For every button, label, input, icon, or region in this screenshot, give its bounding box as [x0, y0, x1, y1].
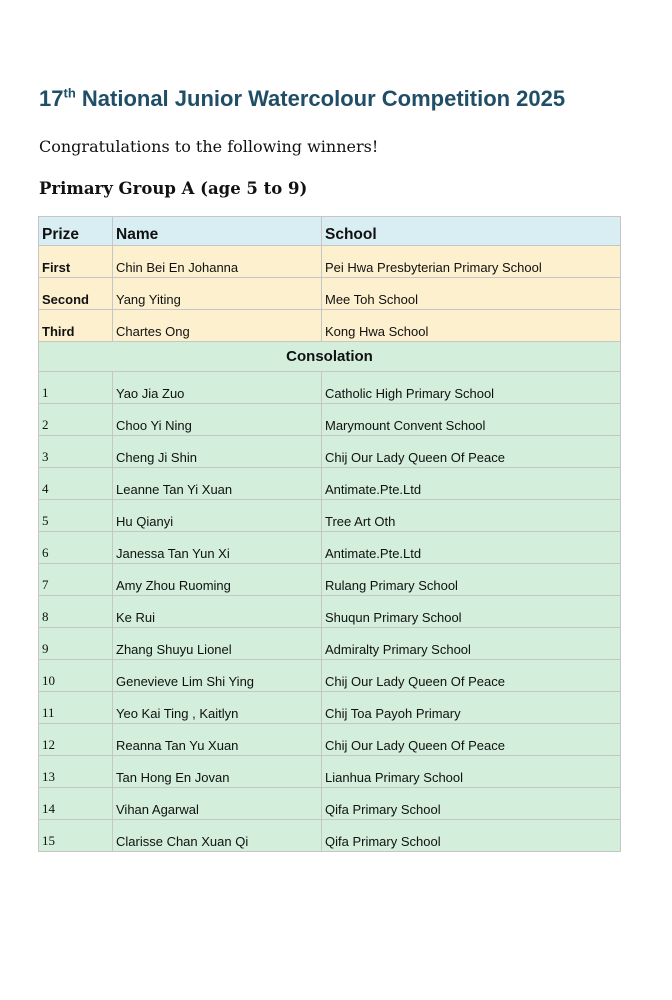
consolation-number: 8	[39, 596, 113, 628]
winner-school: Tree Art Oth	[322, 500, 621, 532]
table-row	[39, 820, 621, 852]
header-name: Name	[113, 217, 322, 246]
winner-name: Reanna Tan Yu Xuan	[113, 724, 322, 756]
consolation-number: 4	[39, 468, 113, 500]
consolation-number: 11	[39, 692, 113, 724]
table-row	[39, 532, 621, 564]
group-heading: Primary Group A (age 5 to 9)	[39, 179, 308, 198]
winner-name: Choo Yi Ning	[113, 404, 322, 436]
consolation-number: 3	[39, 436, 113, 468]
prize-cell: Second	[39, 278, 113, 310]
table-row	[39, 500, 621, 532]
title-rest: National Junior Watercolour Competition 2025	[75, 86, 566, 111]
winner-name: Amy Zhou Ruoming	[113, 564, 322, 596]
consolation-heading-row	[39, 342, 621, 372]
prize-cell: First	[39, 246, 113, 278]
winner-school: Chij Our Lady Queen Of Peace	[322, 660, 621, 692]
header-prize: Prize	[39, 217, 113, 246]
winner-name: Cheng Ji Shin	[113, 436, 322, 468]
results-body	[39, 246, 621, 372]
winner-name: Yao Jia Zuo	[113, 372, 322, 404]
winner-school: Pei Hwa Presbyterian Primary School	[322, 246, 621, 278]
winner-name: Leanne Tan Yi Xuan	[113, 468, 322, 500]
congratulations-text: Congratulations to the following winners!	[39, 137, 379, 156]
consolation-number: 5	[39, 500, 113, 532]
winner-name: Yeo Kai Ting , Kaitlyn	[113, 692, 322, 724]
header-school: School	[322, 217, 621, 246]
table-row	[39, 756, 621, 788]
winner-school: Qifa Primary School	[322, 788, 621, 820]
winner-school: Lianhua Primary School	[322, 756, 621, 788]
table-row	[39, 724, 621, 756]
table-row	[39, 628, 621, 660]
winner-school: Shuqun Primary School	[322, 596, 621, 628]
winner-name: Vihan Agarwal	[113, 788, 322, 820]
consolation-number: 2	[39, 404, 113, 436]
table-row	[39, 692, 621, 724]
prize-row-first	[39, 246, 621, 278]
table-row	[39, 596, 621, 628]
winner-name: Clarisse Chan Xuan Qi	[113, 820, 322, 852]
title-prefix: 17	[39, 86, 64, 111]
prize-row-third	[39, 310, 621, 342]
table-row	[39, 372, 621, 404]
page-title	[39, 84, 565, 114]
winner-name: Hu Qianyi	[113, 500, 322, 532]
winner-school: Rulang Primary School	[322, 564, 621, 596]
consolation-number: 12	[39, 724, 113, 756]
consolation-number: 15	[39, 820, 113, 852]
prize-row-second	[39, 278, 621, 310]
table-row	[39, 436, 621, 468]
winner-school: Antimate.Pte.Ltd	[322, 532, 621, 564]
winner-name: Ke Rui	[113, 596, 322, 628]
consolation-number: 10	[39, 660, 113, 692]
consolation-number: 6	[39, 532, 113, 564]
consolation-number: 9	[39, 628, 113, 660]
winner-school: Chij Our Lady Queen Of Peace	[322, 436, 621, 468]
winner-school: Marymount Convent School	[322, 404, 621, 436]
table-row	[39, 564, 621, 596]
prize-cell: Third	[39, 310, 113, 342]
winner-school: Mee Toh School	[322, 278, 621, 310]
winner-name: Zhang Shuyu Lionel	[113, 628, 322, 660]
winner-name: Janessa Tan Yun Xi	[113, 532, 322, 564]
table-row	[39, 660, 621, 692]
consolation-number: 14	[39, 788, 113, 820]
winner-school: Qifa Primary School	[322, 820, 621, 852]
consolation-number: 7	[39, 564, 113, 596]
consolation-heading: Consolation	[39, 342, 621, 372]
winner-school: Chij Toa Payoh Primary	[322, 692, 621, 724]
consolation-number: 13	[39, 756, 113, 788]
winner-school: Chij Our Lady Queen Of Peace	[322, 724, 621, 756]
winner-school: Admiralty Primary School	[322, 628, 621, 660]
title-superscript: th	[63, 85, 76, 101]
table-row	[39, 404, 621, 436]
winner-name: Genevieve Lim Shi Ying	[113, 660, 322, 692]
winner-school: Antimate.Pte.Ltd	[322, 468, 621, 500]
winner-name: Chartes Ong	[113, 310, 322, 342]
winner-school: Catholic High Primary School	[322, 372, 621, 404]
table-row	[39, 788, 621, 820]
results-table	[38, 216, 621, 852]
consolation-number: 1	[39, 372, 113, 404]
table-row	[39, 468, 621, 500]
consolation-body	[39, 372, 621, 852]
winner-name: Chin Bei En Johanna	[113, 246, 322, 278]
table-header-row	[39, 217, 621, 246]
winner-school: Kong Hwa School	[322, 310, 621, 342]
winner-name: Tan Hong En Jovan	[113, 756, 322, 788]
winner-name: Yang Yiting	[113, 278, 322, 310]
